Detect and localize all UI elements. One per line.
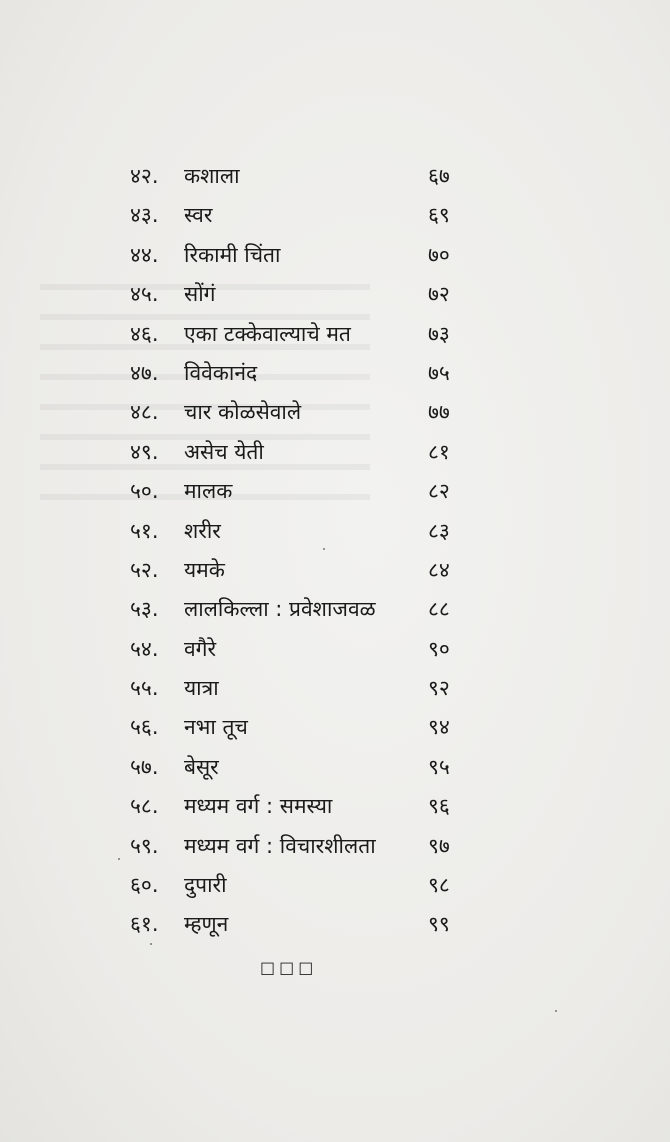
- toc-entry-number: ४९.: [130, 439, 159, 464]
- toc-entry: [130, 708, 480, 747]
- toc-entry: [130, 236, 480, 275]
- toc-entry-number: ४७.: [130, 360, 159, 385]
- toc-entry-page: ९२: [428, 676, 450, 701]
- toc-entry: [130, 866, 480, 905]
- toc-entry-title: वगैरे: [184, 636, 217, 661]
- toc-entry-title: यात्रा: [184, 676, 219, 701]
- toc-entry-number: ४२.: [130, 164, 159, 188]
- toc-entry: [130, 472, 480, 511]
- toc-entry-title: बेसूर: [184, 754, 219, 779]
- toc-entry-title: कशाला: [184, 164, 240, 188]
- toc-entry: [130, 275, 480, 314]
- toc-entry-number: ५५.: [130, 676, 159, 701]
- toc-entry-title: लालकिल्ला : प्रवेशाजवळ: [184, 597, 376, 622]
- toc-entry-page: ७०: [428, 242, 450, 267]
- toc-entry-page: ९७: [428, 833, 450, 858]
- toc-entry-number: ४५.: [130, 282, 159, 307]
- section-end-mark: □□□: [260, 958, 318, 977]
- toc-entry-page: ७५: [428, 360, 450, 385]
- toc-entry-number: ५७.: [130, 754, 159, 779]
- toc-entry-number: ५०.: [130, 479, 159, 504]
- toc-entry-page: ७३: [428, 321, 450, 346]
- toc-entry-title: दुपारी: [184, 873, 227, 898]
- toc-entry-page: ९८: [428, 873, 450, 898]
- toc-entry-page: ८२: [428, 479, 450, 504]
- toc-entry-page: ९६: [428, 794, 450, 819]
- toc-entry: [130, 354, 480, 393]
- toc-entry: [130, 905, 480, 944]
- toc-entry-number: ५१.: [130, 518, 159, 543]
- toc-entry-number: ६१.: [130, 912, 159, 937]
- toc-entry-title: म्हणून: [184, 912, 229, 937]
- toc-entry-page: ९५: [428, 754, 450, 779]
- toc-entry: [130, 315, 480, 354]
- toc-entry-title: मालक: [184, 479, 233, 504]
- toc-entry-page: ९४: [428, 715, 450, 740]
- toc-entry: [130, 669, 480, 708]
- toc-entry-number: ४६.: [130, 321, 159, 346]
- toc-entry: [130, 748, 480, 787]
- toc-entry-number: ४३.: [130, 203, 159, 228]
- toc-entry-title: शरीर: [184, 518, 221, 543]
- toc-entry-page: ९०: [428, 636, 450, 661]
- toc-entry-title: रिकामी चिंता: [184, 242, 281, 267]
- scan-speck: [323, 548, 325, 550]
- toc-entry-page: ८४: [428, 557, 450, 582]
- toc-entry-page: ७२: [428, 282, 450, 307]
- toc-entry-page: ६७: [428, 164, 450, 188]
- toc-entry-page: ८१: [428, 439, 450, 464]
- toc-entry-title: यमके: [184, 557, 225, 582]
- toc-entry-page: ६९: [428, 203, 450, 228]
- toc-entry-number: ५९.: [130, 833, 159, 858]
- toc-entry: [130, 512, 480, 551]
- toc-entry: [130, 590, 480, 629]
- toc-entry-number: ५६.: [130, 715, 159, 740]
- toc-entry-title: मध्यम वर्ग : समस्या: [184, 794, 333, 819]
- toc-entry-page: ९९: [428, 912, 450, 937]
- toc-entry-number: ४८.: [130, 400, 159, 425]
- toc-entry: [130, 393, 480, 432]
- toc-entry-title: स्वर: [184, 203, 213, 228]
- toc-entry-number: ५३.: [130, 597, 159, 622]
- scan-speck: [555, 1010, 557, 1012]
- table-of-contents: [130, 157, 480, 945]
- scan-speck: [150, 943, 152, 945]
- toc-entry-title: चार कोळसेवाले: [184, 400, 302, 425]
- toc-entry-page: ७७: [428, 400, 450, 425]
- toc-entry-number: ५२.: [130, 557, 159, 582]
- toc-entry-number: ५४.: [130, 636, 159, 661]
- toc-entry: [130, 157, 480, 196]
- toc-entry-title: एका टक्केवाल्याचे मत: [184, 321, 351, 346]
- toc-entry-page: ८३: [428, 518, 450, 543]
- toc-entry: [130, 433, 480, 472]
- toc-entry-title: विवेकानंद: [184, 360, 258, 385]
- toc-entry: [130, 787, 480, 826]
- toc-entry-title: नभा तूच: [184, 715, 248, 740]
- toc-entry-number: ४४.: [130, 242, 159, 267]
- toc-entry-number: ६०.: [130, 873, 159, 898]
- toc-entry: [130, 630, 480, 669]
- toc-entry: [130, 551, 480, 590]
- toc-entry: [130, 827, 480, 866]
- toc-entry: [130, 196, 480, 235]
- toc-entry-page: ८८: [428, 597, 450, 622]
- toc-entry-title: असेच येती: [184, 439, 264, 464]
- toc-entry-title: सोंगं: [184, 282, 216, 307]
- toc-entry-title: मध्यम वर्ग : विचारशीलता: [184, 833, 376, 858]
- scan-speck: [118, 858, 120, 860]
- toc-entry-number: ५८.: [130, 794, 159, 819]
